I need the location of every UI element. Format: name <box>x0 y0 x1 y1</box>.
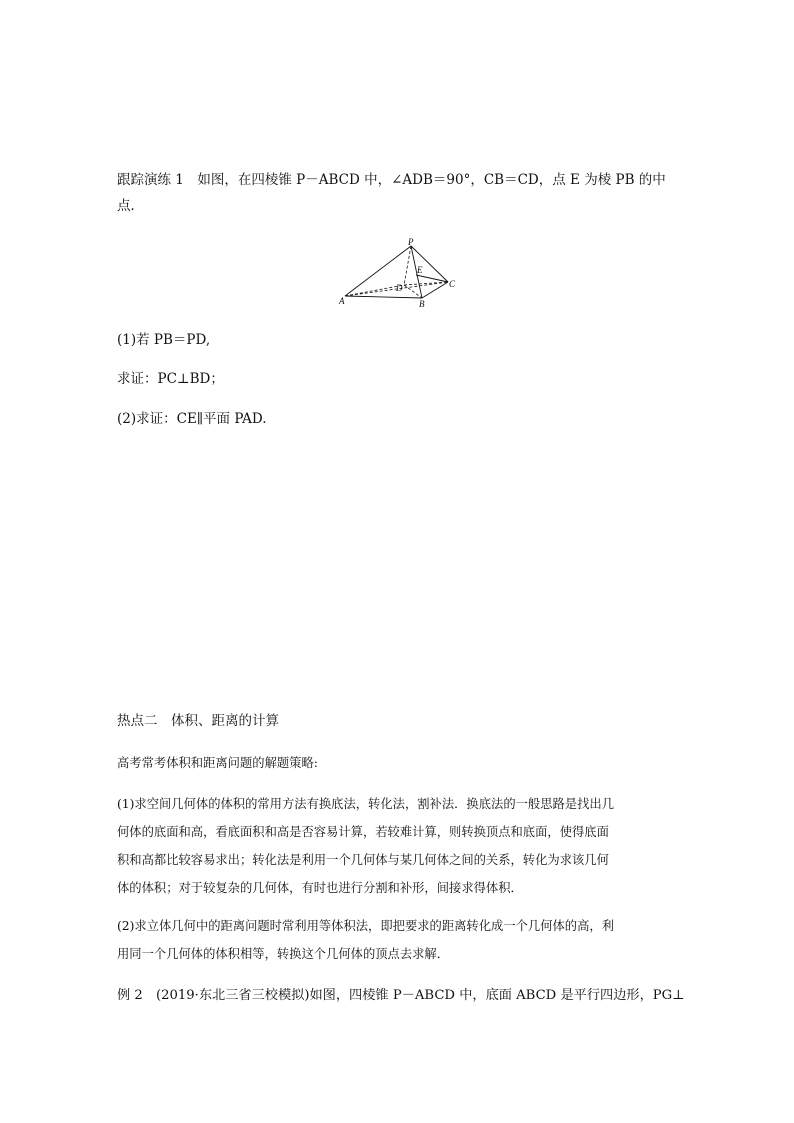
point-2-line-2: 用同一个几何体的体积相等，转换这个几何体的顶点去求解． <box>117 947 450 961</box>
point-1-line-4: 体的体积；对于较复杂的几何体，有时也进行分割和补形，间接求得体积． <box>117 881 523 895</box>
label-b: B <box>419 299 425 309</box>
label-p: P <box>408 238 414 247</box>
point-1-line-1: (1)求空间几何体的体积的常用方法有换底法，转化法，割补法．换底法的一般思路是找出几 <box>117 797 614 811</box>
section-heading: 热点二 体积、距离的计算 <box>117 713 279 729</box>
part-2-prove: (2)求证：CE∥平面 PAD. <box>117 411 267 427</box>
part-1-condition: (1)若 PB＝PD, <box>117 332 211 348</box>
example-2-text: 例 2 (2019·东北三省三校模拟)如图，四棱锥 P－ABCD 中，底面 ABCD 是平行四边形，PG⊥ <box>117 988 685 1003</box>
point-1-line-2: 何体的底面和高，看底面积和高是否容易计算，若较难计算，则转换顶点和底面，使得底面 <box>117 825 609 839</box>
section-intro: 高考常考体积和距离问题的解题策略: <box>117 756 318 770</box>
part-1-prove: 求证：PC⊥BD； <box>117 371 224 387</box>
point-1-line-3: 积和高都比较容易求出；转化法是利用一个几何体与某几何体之间的关系，转化为求该几何 <box>117 853 609 867</box>
label-d: D <box>396 283 403 293</box>
label-a: A <box>339 296 345 306</box>
pyramid-figure <box>336 238 466 310</box>
exercise-1-text-line1: 跟踪演练 1 如图，在四棱锥 P－ABCD 中，∠ADB＝90°，CB＝CD，点 E 为棱 PB 的中 <box>117 172 666 188</box>
point-2-line-1: (2)求立体几何中的距离问题时常利用等体积法，即把要求的距离转化成一个几何体的高，利 <box>117 919 614 933</box>
label-c: C <box>449 279 456 289</box>
exercise-1-text-line2: 点． <box>117 198 144 214</box>
label-e: E <box>417 265 423 275</box>
